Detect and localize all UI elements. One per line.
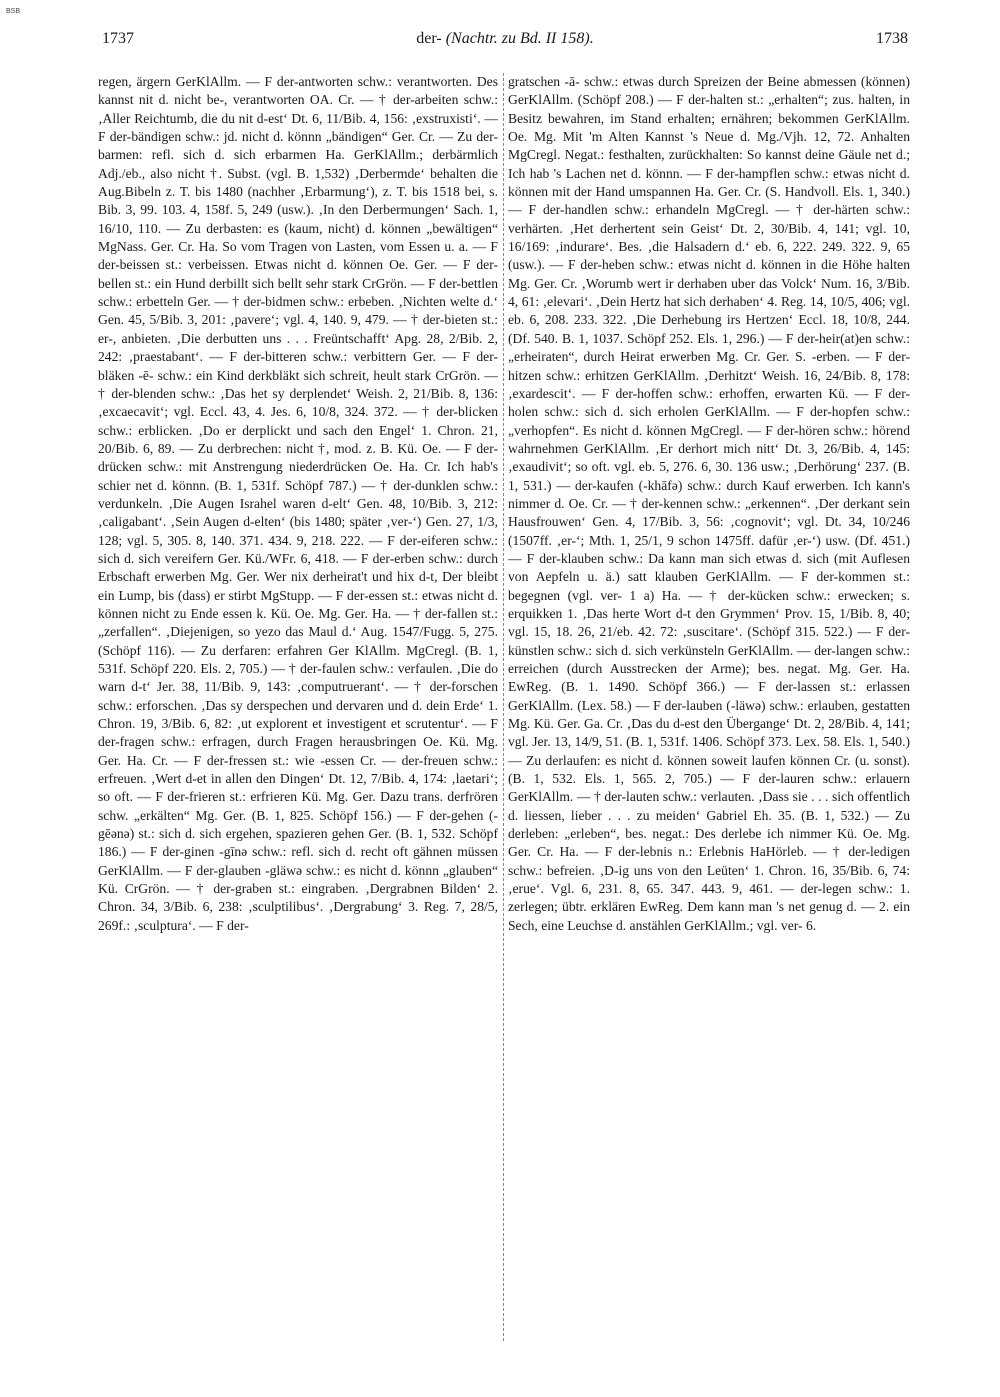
right-column [508,73,910,1373]
column-divider [503,73,504,1341]
running-title [102,30,908,48]
page-header [102,30,908,54]
left-column-text: regen, ärgern GerKlAllm. — F der-antworten schw.: verantworten. Des kannst nit d. nicht be-, verantworten OA. Cr. — † der-arbeiten schw.: ‚Aller Reichtumb, die du nit d-est‘ Dt. 6, 11/Bib. 4, 156: ‚exstruxisti‘. — F der-bändigen schw.: jd. nicht d. könnn „bändigen“ Ger. Cr. — Zu der-barmen: refl. sich d. sich erbarmen Ha. GerKlAllm.; derbärmlich Adj./eb., also nicht †. Subst. (vgl. B. 1,532) ‚Derbermde‘ behalten die Aug.Bibeln z. T. bis 1480 (nachher ‚Erbarmung‘), z. T. bis 1518 bei, s. Bib. 3, 99. 103. 4, 158f. 5, 249 (usw.). ‚In den Derbermungen‘ Sach. 1, 16/10, 110. — Zu derbasten: es (kaum, nicht) d. können „bewältigen“ MgNass. Ger. Cr. Ha. So vom Tragen von Lasten, vom Essen u. a. — F der-beissen st.: verbeissen. Etwas nicht d. können Oe. Ger. — F der-bellen st.: ein Hund derbillt sich bellt sehr stark CrGrön. — F der-bettlen schw.: erbetteln Ger. — † der-bidmen schw.: erbeben. ‚Nichten welte d.‘ Gen. 45, 5/Bib. 3, 201: ‚pavere‘; vgl. 4, 140. 9, 479. — † der-bieten st.: er-, anbieten. ‚Die derbutten uns . . . Freüntschafft‘ Apg. 28, 2/Bib. 2, 242: ‚praestabant‘. — F der-bitteren schw.: verbittern Ger. — F der-bläken -ē- schw.: ein Kind derkbläkt sich schreit, heult stark CrGrön. — † der-blenden schw.: ‚Das het sy derplendet‘ Weish. 2, 21/Bib. 8, 136: ‚excaecavit‘; vgl. Eccl. 43, 4. Jes. 6, 10/8, 324. 372. — † der-blicken schw.: erblicken. ‚Do er derplickt und sach den Engel‘ 1. Chron. 21, 20/Bib. 6, 89. — Zu derbrechen: nicht †, mod. z. B. Kü. Oe. — F der-drücken schw.: mit Anstrengung niederdrücken Oe. Ha. Cr. Ich hab's schier net d. könnn. (B. 1, 531f. Schöpf 787.) — † der-dunklen schw.: verdunkeln. ‚Die Augen Israhel waren d-elt‘ Gen. 48, 10/Bib. 3, 212: ‚caligabant‘. ‚Sein Augen d-elten‘ (bis 1480; später ‚ver-‘) Gen. 27, 1/3, 128; vgl. 5, 305. 8, 140. 371. 434. 9, 218. 222. — F der-eiferen schw.: sich d. sich vereifern Ger. Kü./WFr. 6, 418. — F der-erben schw.: durch Erbschaft erwerben Mg. Ger. Wer nix derheirat't und hix d-t, Der bleibt ein Lump, bis (dass) er stirbt MgStupp. — F der-essen st.: etwas nicht d. können nicht zu Ende essen k. Kü. Oe. Mg. Ger. Ha. — † der-fallen st.: „zerfallen“. ‚Diejenigen, so yezo das Maul d.‘ Aug. 1547/Fugg. 5, 275. (Schöpf 116). — Zu derfaren: erfahren Ger KlAllm. MgCregl. (B. 1, 531f. Schöpf 220. Els. 2, 705.) — † der-faulen schw.: verfaulen. ‚Die do warn d-t‘ Jer. 38, 11/Bib. 9, 143: ‚computruerant‘. — † der-forschen schw.: erforschen. ‚Das sy derspechen und dervaren und d. dein Erde‘ 1. Chron. 19, 3/Bib. 6, 82: ‚ut explorent et investigent et scrutentur‘. — F der-fragen schw.: erfragen, durch Fragen herausbringen Oe. Kü. Mg. Ger. Ha. Cr. — F der-fressen st.: wie -essen Cr. — der-freuen schw.: erfreuen. ‚Wert d-et in allen den Dingen‘ Dt. 12, 7/Bib. 4, 174: ‚laetari‘; so oft. — F der-frieren st.: erfrieren Kü. Mg. Ger. Dazu trans. derfrören schw. „erkälten“ Mg. Ger. (B. 1, 825. Schöpf 156.) — F der-gehen (-gēənə) st.: sich d. sich ergehen, spazieren gehen Ger. (B. 1, 532. Schöpf 186.) — F der-ginen -gīnə schw.: refl. sich d. recht oft gähnen müssen GerKlAllm. — F der-glauben -gläwə schw.: es nicht d. könnn „glauben“ Kü. CrGrön. — † der-graben st.: eingraben. ‚Dergrabnen Bilden‘ 2. Chron. 34, 3/Bib. 6, 238: ‚sculptilibus‘. ‚Dergrabung‘ 3. Reg. 7, 28/5, 269f.: ‚sculptura‘. — F der- [98,74,498,933]
library-stamp: BSB [6,8,21,15]
page-number-left: 1737 [102,30,134,47]
right-column-text: gratschen -ā- schw.: etwas durch Spreizen der Beine abmessen (können) GerKlAllm. (Schöpf 208.) — F der-halten st.: „erhalten“; zus. halten, in Besitz bewahren, im Stand erhalten; ernähren; bekommen GerKlAllm. Oe. Mg. Mit 'm Alten Kannst 's Neue d. Mg./Vjh. 12, 72. Anhalten MgCregl. Negat.: festhalten, zurückhalten: So kannst deine Gäule net d.; Ich hab 's Lachen net d. könnn. — F der-hampflen schw.: etwas nicht d. können mit der Hand umspannen Ha. Ger. Cr. (S. Handvoll. Els. 1, 340.) — F der-handlen schw.: erhandeln MgCregl. — † der-härten schw.: verhärten. ‚Het derhertent sein Geist‘ Dt. 2, 30/Bib. 4, 141; vgl. 10, 16/169: ‚indurare‘. Bes. ‚die Halsadern d.‘ eb. 6, 222. 249. 322. 9, 65 (usw.). — F der-heben schw.: etwas nicht d. können in die Höhe halten Mg. Ger. Cr. ‚Worumb wert ir derhaben uber das Volck‘ Num. 16, 3/Bib. 4, 61: ‚elevari‘. ‚Dein Hertz hat sich derhaben‘ 4. Reg. 14, 10/5, 406; vgl. eb. 6, 208. 233. 322. ‚Die Derhebung irs Hertzen‘ Eccl. 18, 10/8, 244. (Df. 540. B. 1, 1037. Schöpf 252. Els. 1, 296.) — F der-heir(at)en schw.: „erheiraten“, durch Heirat erwerben Mg. Cr. Ger. S. -erben. — F der-hitzen schw.: erhitzen GerKlAllm. ‚Derhitzt‘ Weish. 16, 24/Bib. 8, 178: ‚exardescit‘. — F der-hoffen schw.: erhoffen, erwarten Kü. — F der-holen schw.: sich d. sich erholen GerKlAllm. — F der-hopfen schw.: „verhopfen“. Es nicht d. können MgCregl. — F der-hören schw.: hörend wahrnehmen GerKlAllm. ‚Er derhort mich nitt‘ Dt. 3, 26/Bib. 4, 145: ‚exaudivit‘; so oft. vgl. eb. 5, 276. 6, 30. 136 usw.; ‚Derhörung‘ 237. (B. 1, 531.) — der-kaufen (-khāfə) schw.: durch Kauf erwerben. Ich kann's nimmer d. Oe. Cr. — † der-kennen schw.: „erkennen“. ‚Der derkant sein Hausfrouwen‘ Gen. 4, 17/Bib. 3, 56: ‚cognovit‘; vgl. Dt. 34, 10/246 (1507ff. ‚er-‘; Mth. 1, 25/1, 9 schon 1475ff. dafür ‚er-‘) usw. (Df. 451.) — F der-klauben schw.: Da kann man sich etwas d. sich (mit Auflesen von Aepfeln u. ä.) satt klauben GerKlAllm. — F der-kommen st.: begegnen (vgl. ver- 1 a) Ha. — † der-kücken schw.: erwecken; s. erquikken 1. ‚Das herte Wort d-t den Grymmen‘ Prov. 15, 1/Bib. 8, 40; vgl. 15, 18. 26, 21/eb. 42. 72: ‚suscitare‘. (Schöpf 315. 522.) — F der-künstlen schw.: sich d. sich verkünsteln GerKlAllm. — der-langen schw.: erreichen (durch Ausstrecken der Arme); bes. negat. Mg. Ger. Ha. EwReg. (B. 1. 1490. Schöpf 366.) — F der-lassen st.: erlassen GerKlAllm. (Lex. 58.) — F der-lauben (-läwə) schw.: erlauben, gestatten Mg. Kü. Ger. Ga. Cr. ‚Das du d-est den Übergange‘ Dt. 2, 28/Bib. 4, 141; vgl. Jer. 13, 14/9, 51. (B. 1, 531f. 1406. Schöpf 373. Lex. 58. Els. 1, 540.) — Zu derlaufen: es nicht d. können soweit laufen können Cr. (u. sonst). (B. 1, 532. Els. 1, 565. 2, 705.) — F der-lauren schw.: erlauern GerKlAllm. — † der-lauten schw.: verlauten. ‚Dass sie . . . sich offentlich d. liessen, lieber . . . zu meiden‘ Gabriel Eh. 35. (B. 1, 532.) — Zu derleben: „erleben“, bes. negat.: Des derlebe ich nimmer Kü. Oe. Mg. Ger. Cr. Ha. — F der-lebnis n.: Erlebnis HaHörleb. — † der-ledigen schw.: befreien. ‚D-ig uns von den Leüten‘ 1. Chron. 16, 35/Bib. 6, 74: ‚erue‘. Vgl. 6, 231. 8, 65. 347. 443. 9, 461. — der-legen schw.: 1. zerlegen; übtr. erklären EwReg. Dem kann man 's net genug d. — 2. ein Sech, eine Leuchse d. anstählen GerKlAllm.; vgl. ver- 6. [508,74,910,933]
page-number-right: 1738 [876,30,908,47]
running-title-headword: der- [416,30,442,47]
left-column [98,73,498,1373]
running-title-note: (Nachtr. zu Bd. II 158). [445,30,594,47]
